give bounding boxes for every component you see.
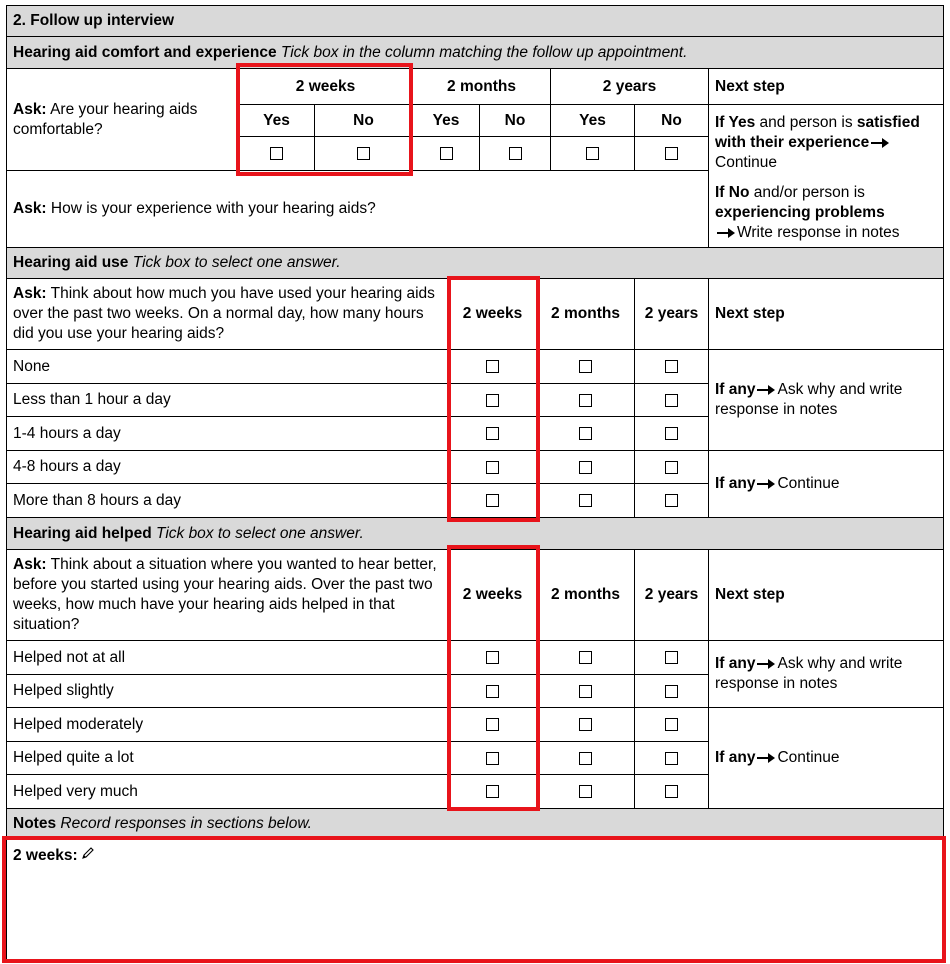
use-checkbox-cell xyxy=(448,349,537,384)
checkbox[interactable] xyxy=(665,427,678,440)
checkbox[interactable] xyxy=(486,360,499,373)
checkbox[interactable] xyxy=(665,147,678,160)
use-section-header: Hearing aid use Tick box to select one answer. xyxy=(6,247,944,279)
comfort-period-2-months: 2 months xyxy=(412,68,551,105)
helped-option-row: Helped very much xyxy=(6,774,449,809)
checkbox[interactable] xyxy=(665,685,678,698)
comfort-heading: Hearing aid comfort and experience xyxy=(13,43,277,61)
helped-option-row: Helped not at all xyxy=(6,640,449,675)
use-checkbox-cell xyxy=(536,383,635,417)
comfort-checkbox-cell xyxy=(314,136,413,171)
checkbox[interactable] xyxy=(357,147,370,160)
checkbox[interactable] xyxy=(665,785,678,798)
checkbox[interactable] xyxy=(486,394,499,407)
checkbox[interactable] xyxy=(665,494,678,507)
no-label: No xyxy=(314,104,413,137)
yes-label: Yes xyxy=(412,104,480,137)
arrow-right-icon xyxy=(871,138,889,148)
helped-checkbox-cell xyxy=(634,774,709,809)
checkbox[interactable] xyxy=(486,461,499,474)
use-next-step-ask: If any Ask why and write response in notes xyxy=(708,349,944,451)
use-checkbox-cell xyxy=(536,416,635,451)
checkbox[interactable] xyxy=(579,685,592,698)
helped-checkbox-cell xyxy=(536,741,635,775)
helped-period-2-weeks: 2 weeks xyxy=(448,549,537,641)
checkbox[interactable] xyxy=(486,685,499,698)
use-checkbox-cell xyxy=(634,450,709,484)
helped-checkbox-cell xyxy=(536,640,635,675)
checkbox[interactable] xyxy=(486,718,499,731)
helped-option-row: Helped quite a lot xyxy=(6,741,449,775)
checkbox[interactable] xyxy=(579,394,592,407)
use-checkbox-cell xyxy=(448,450,537,484)
use-checkbox-cell xyxy=(536,450,635,484)
checkbox[interactable] xyxy=(579,752,592,765)
use-period-2-weeks: 2 weeks xyxy=(448,278,537,350)
helped-checkbox-cell xyxy=(448,640,537,675)
use-option-row: 1-4 hours a day xyxy=(6,416,449,451)
checkbox[interactable] xyxy=(579,718,592,731)
yes-label: Yes xyxy=(550,104,635,137)
arrow-right-icon xyxy=(757,479,775,489)
helped-next-step-continue: If any Continue xyxy=(708,707,944,809)
helped-checkbox-cell xyxy=(634,640,709,675)
use-checkbox-cell xyxy=(448,416,537,451)
helped-checkbox-cell xyxy=(536,707,635,742)
helped-checkbox-cell xyxy=(634,674,709,708)
experience-question: Ask: How is your experience with your hearing aids? xyxy=(6,170,709,248)
helped-option-row: Helped slightly xyxy=(6,674,449,708)
use-next-step-header: Next step xyxy=(708,278,944,350)
arrow-right-icon xyxy=(717,228,735,238)
use-checkbox-cell xyxy=(536,349,635,384)
helped-checkbox-cell xyxy=(634,741,709,775)
notes-field-label: 2 weeks: xyxy=(13,847,78,864)
checkbox[interactable] xyxy=(486,651,499,664)
checkbox[interactable] xyxy=(579,494,592,507)
checkbox[interactable] xyxy=(665,394,678,407)
comfort-next-step-instructions: If Yes and person is satisfied with their experienceContinue If No and/or person is experiencing problems Write response in notes xyxy=(708,104,944,248)
use-option-row: 4-8 hours a day xyxy=(6,450,449,484)
checkbox[interactable] xyxy=(270,147,283,160)
use-checkbox-cell xyxy=(634,416,709,451)
helped-option-row: Helped moderately xyxy=(6,707,449,742)
arrow-right-icon xyxy=(757,385,775,395)
checkbox[interactable] xyxy=(665,360,678,373)
checkbox[interactable] xyxy=(509,147,522,160)
checkbox[interactable] xyxy=(665,461,678,474)
notes-2-weeks-field[interactable] xyxy=(6,839,944,963)
comfort-checkbox-cell xyxy=(634,136,709,171)
helped-checkbox-cell xyxy=(448,707,537,742)
comfort-question: Ask: Are your hearing aids comfortable? xyxy=(6,68,239,171)
helped-checkbox-cell xyxy=(448,741,537,775)
checkbox[interactable] xyxy=(486,494,499,507)
helped-section-header: Hearing aid helped Tick box to select one answer. xyxy=(6,517,944,550)
comfort-checkbox-cell xyxy=(238,136,315,171)
helped-next-step-header: Next step xyxy=(708,549,944,641)
use-period-2-months: 2 months xyxy=(536,278,635,350)
checkbox[interactable] xyxy=(579,360,592,373)
checkbox[interactable] xyxy=(665,651,678,664)
checkbox[interactable] xyxy=(665,752,678,765)
checkbox[interactable] xyxy=(486,427,499,440)
helped-period-2-years: 2 years xyxy=(634,549,709,641)
checkbox[interactable] xyxy=(579,427,592,440)
checkbox[interactable] xyxy=(665,718,678,731)
helped-checkbox-cell xyxy=(536,774,635,809)
use-option-row: Less than 1 hour a day xyxy=(6,383,449,417)
arrow-right-icon xyxy=(757,659,775,669)
helped-checkbox-cell xyxy=(448,774,537,809)
no-label: No xyxy=(479,104,551,137)
use-checkbox-cell xyxy=(448,483,537,518)
helped-checkbox-cell xyxy=(448,674,537,708)
helped-next-step-ask: If any Ask why and write response in notes xyxy=(708,640,944,708)
use-period-2-years: 2 years xyxy=(634,278,709,350)
checkbox[interactable] xyxy=(486,785,499,798)
helped-period-2-months: 2 months xyxy=(536,549,635,641)
checkbox[interactable] xyxy=(586,147,599,160)
helped-question: Ask: Think about a situation where you wanted to hear better, before you started using your hearing aids. Over the past two weeks, how much have your hearing aids helped in that situation? xyxy=(6,549,449,641)
helped-checkbox-cell xyxy=(536,674,635,708)
comfort-checkbox-cell xyxy=(479,136,551,171)
checkbox[interactable] xyxy=(579,785,592,798)
checkbox[interactable] xyxy=(486,752,499,765)
comfort-next-step-header: Next step xyxy=(708,68,944,105)
checkbox[interactable] xyxy=(440,147,453,160)
use-option-row: None xyxy=(6,349,449,384)
yes-label: Yes xyxy=(238,104,315,137)
use-checkbox-cell xyxy=(634,349,709,384)
comfort-section-header xyxy=(6,36,944,69)
follow-up-interview-form xyxy=(6,5,944,963)
pencil-icon xyxy=(81,846,95,860)
use-next-step-continue: If any Continue xyxy=(708,450,944,518)
checkbox[interactable] xyxy=(579,651,592,664)
use-checkbox-cell xyxy=(448,383,537,417)
use-checkbox-cell xyxy=(634,483,709,518)
use-checkbox-cell xyxy=(634,383,709,417)
checkbox[interactable] xyxy=(579,461,592,474)
notes-section-header: Notes Record responses in sections below. xyxy=(6,808,944,840)
arrow-right-icon xyxy=(757,753,775,763)
use-option-row: More than 8 hours a day xyxy=(6,483,449,518)
section-title: 2. Follow up interview xyxy=(6,5,944,37)
comfort-period-2-weeks: 2 weeks xyxy=(238,68,413,105)
comfort-period-2-years: 2 years xyxy=(550,68,709,105)
use-question: Ask: Think about how much you have used your hearing aids over the past two weeks. On a normal day, how many hours did you use your hearing aids? xyxy=(6,278,449,350)
comfort-checkbox-cell xyxy=(412,136,480,171)
comfort-checkbox-cell xyxy=(550,136,635,171)
no-label: No xyxy=(634,104,709,137)
comfort-instruction: Tick box in the column matching the follow up appointment. xyxy=(280,43,688,61)
use-checkbox-cell xyxy=(536,483,635,518)
helped-checkbox-cell xyxy=(634,707,709,742)
